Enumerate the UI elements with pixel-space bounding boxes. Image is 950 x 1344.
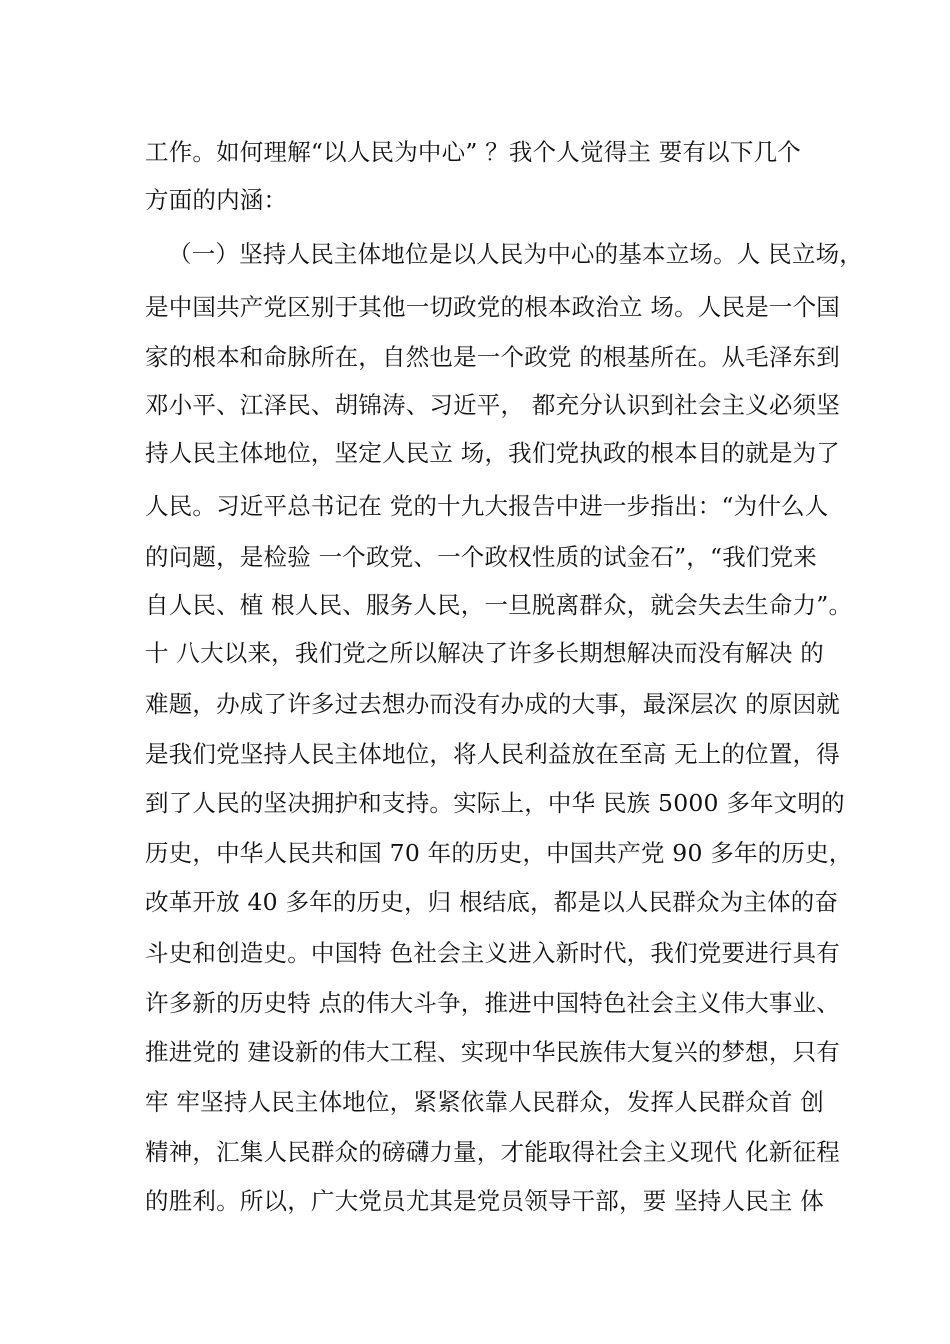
text-line: 牢 牢坚持人民主体地位，紧紧依靠人民群众，发挥人民群众首 创 (145, 1088, 824, 1116)
text-line: 许多新的历史特 点的伟大斗争，推进中国特色社会主义伟大事业、 (145, 989, 840, 1017)
text-line: 家的根本和命脉所在，自然也是一个政党 的根基所在。从毛泽东到 (145, 343, 840, 371)
text-line: 斗史和创造史。中国特 色社会主义进入新时代，我们党要进行具有 (145, 939, 840, 967)
text-line: 持人民主体地位，坚定人民立 场，我们党执政的根本目的就是为了 (145, 439, 840, 467)
text-line: 是中国共产党区别于其他一切政党的根本政治立 场。人民是一个国 (145, 293, 840, 321)
text-line: 人民。习近平总书记在 党的十九大报告中进一步指出：“为什么人 (145, 492, 829, 520)
text-line: 改革开放 40 多年的历史，归 根结底，都是以人民群众为主体的奋 (145, 888, 839, 916)
text-line: 是我们党坚持人民主体地位，将人民利益放在至高 无上的位置，得 (145, 740, 840, 768)
text-line: 的问题，是检验 一个政党、一个政权性质的试金石”，“我们党来 (145, 543, 817, 571)
paragraph-heading: （一）坚持人民主体地位是以人民为中心的基本立场。人 民立场， (168, 240, 863, 268)
text-line: 精神，汇集人民群众的磅礴力量，才能取得社会主义现代 化新征程 (145, 1138, 840, 1166)
text-line: 邓小平、江泽民、胡锦涛、习近平， 都充分认识到社会主义必须坚 (145, 391, 840, 419)
text-line: 十 八大以来，我们党之所以解决了许多长期想解决而没有解决 的 (145, 639, 824, 667)
text-line: 的胜利。所以，广大党员尤其是党员领导干部，要 坚持人民主 体 (145, 1187, 824, 1215)
text-line: 推进党的 建设新的伟大工程、实现中华民族伟大复兴的梦想，只有 (145, 1038, 840, 1066)
text-line: 难题，办成了许多过去想办而没有办成的大事，最深层次 的原因就 (145, 690, 840, 718)
text-line: 方面的内涵： (145, 186, 288, 214)
text-line: 到了人民的坚决拥护和支持。实际上，中华 民族 5000 多年文明的 (145, 789, 845, 817)
text-line: 自人民、植 根人民、服务人民，一旦脱离群众，就会失去生命力”。 (145, 591, 853, 619)
text-line: 工作。如何理解“以人民为中心” ？我个人觉得主 要有以下几个 (145, 138, 801, 166)
text-line: 历史，中华人民共和国 70 年的历史，中国共产党 90 多年的历史， (145, 839, 853, 867)
